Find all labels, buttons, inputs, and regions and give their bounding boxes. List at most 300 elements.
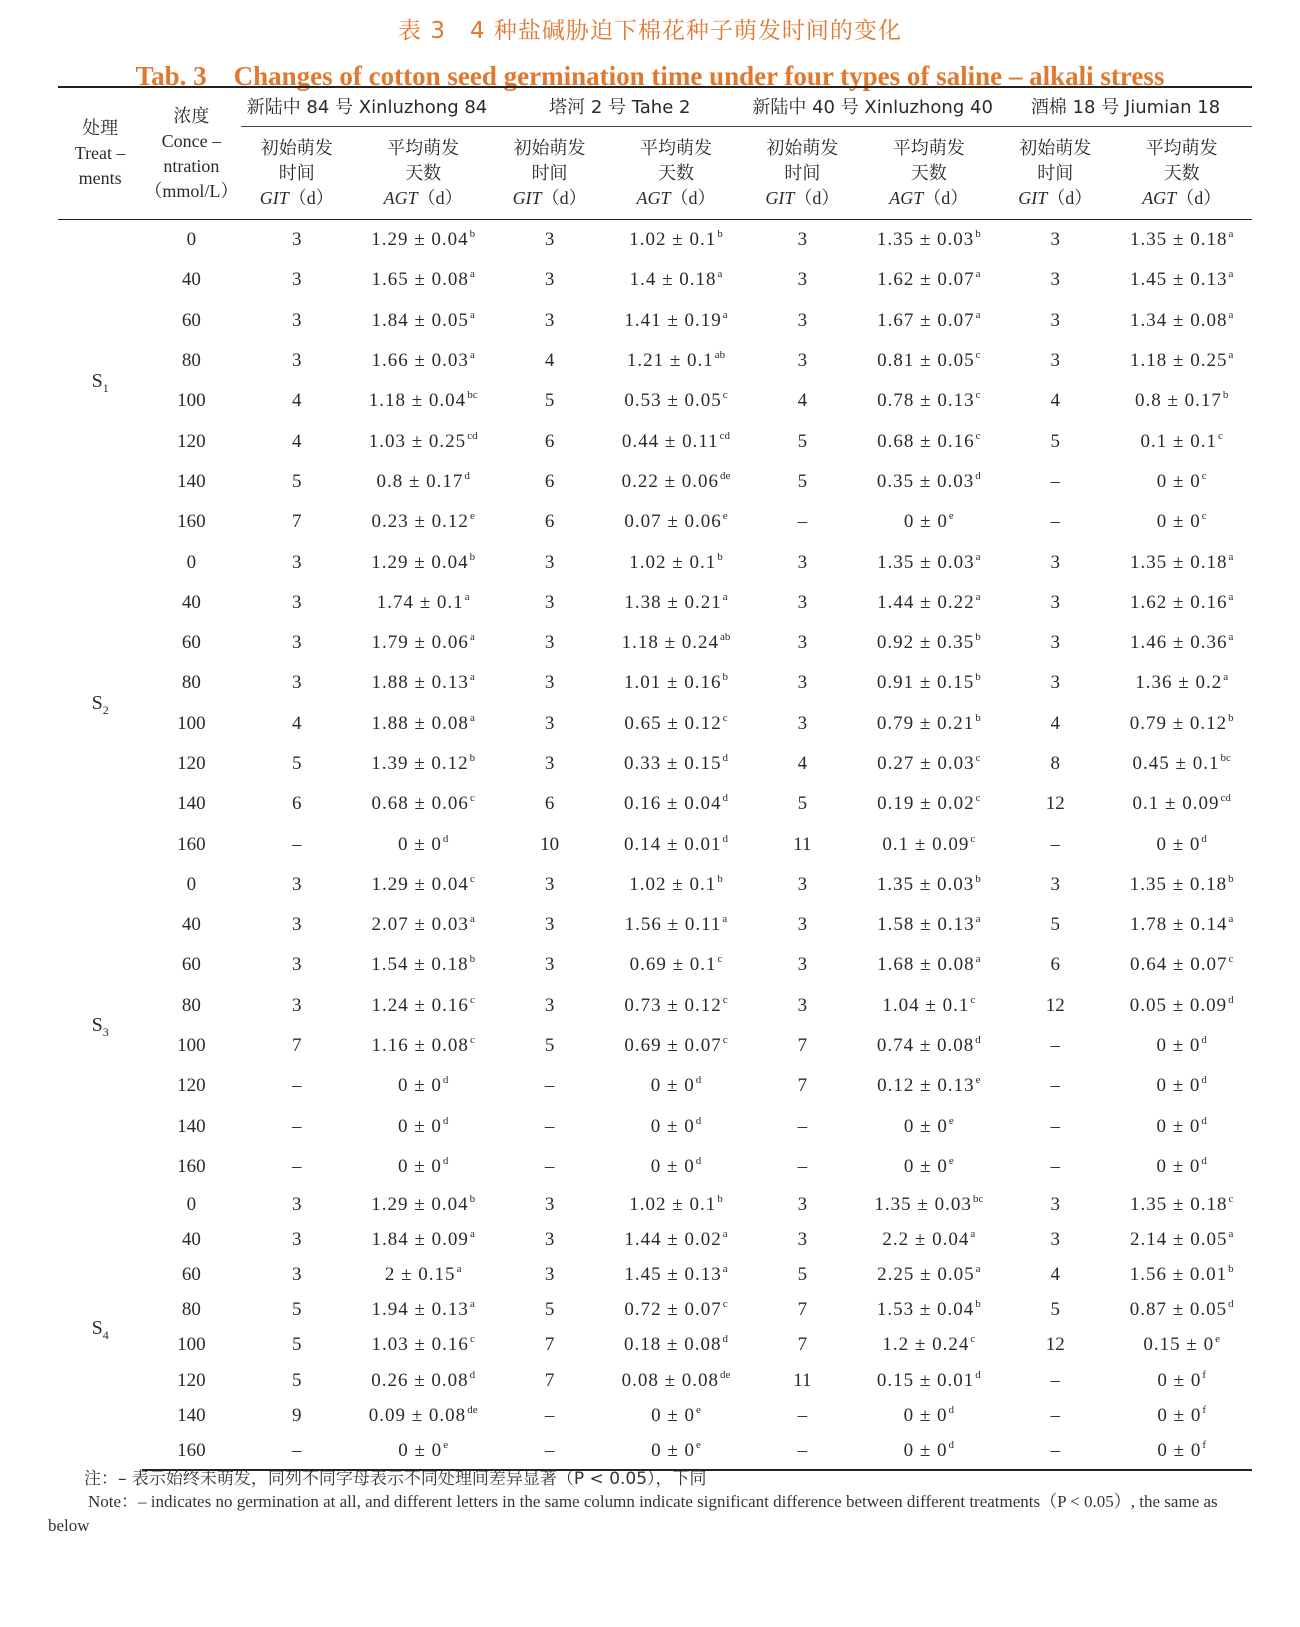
agt-value: 0.79 ± 0.12 (1129, 712, 1228, 734)
git-cell: 3 (292, 672, 302, 694)
agt-cell (353, 704, 493, 744)
agt-value: 0.23 ± 0.12 (371, 511, 469, 533)
agt-cell (859, 1066, 999, 1106)
significance-letter: a (469, 349, 475, 362)
agt-value: 1.04 ± 0.1 (882, 994, 970, 1016)
agt-value: 1.03 ± 0.16 (371, 1334, 469, 1356)
significance-letter: a (469, 308, 475, 321)
git-cell: 5 (1050, 914, 1060, 936)
significance-letter: f (1202, 1403, 1206, 1416)
significance-letter: c (970, 993, 976, 1006)
agt-value: 1.24 ± 0.16 (371, 994, 469, 1016)
git-cell: 3 (797, 1228, 808, 1250)
agt-cell (353, 1147, 493, 1187)
agt-abbr: AGT (636, 187, 671, 208)
concentration-header-en2: ntration (163, 155, 220, 176)
agt-value: 0.16 ± 0.04 (624, 793, 722, 815)
concentration-cell: 60 (181, 954, 201, 976)
agt-cell (1111, 986, 1252, 1026)
agt-header-abbr-line (859, 186, 999, 211)
agt-value: 0 ± 0 (903, 1115, 948, 1137)
git-cell: – (241, 1433, 353, 1469)
git-cell: 7 (544, 1334, 555, 1356)
agt-cell (1111, 945, 1252, 985)
significance-letter: a (975, 913, 981, 926)
concentration-cell: 60 (181, 632, 201, 654)
table-row (58, 1187, 1252, 1222)
significance-letter: d (1201, 1154, 1207, 1167)
significance-letter: c (975, 792, 981, 805)
treatment-label: S (91, 1316, 103, 1339)
agt-cell (859, 986, 999, 1026)
agt-cell (353, 1363, 493, 1398)
agt-value: 1.35 ± 0.18 (1129, 873, 1228, 895)
agt-value: 1.88 ± 0.13 (371, 672, 469, 694)
agt-cell (1111, 704, 1252, 744)
significance-letter: c (722, 1298, 728, 1311)
git-cell: 5 (797, 1264, 808, 1286)
git-cell: 3 (797, 873, 808, 895)
agt-value: 1.35 ± 0.03 (876, 873, 975, 895)
agt-value: 1.01 ± 0.16 (624, 672, 722, 694)
concentration-cell: 60 (181, 1264, 201, 1286)
agt-cell (606, 341, 746, 381)
agt-cell (859, 623, 999, 663)
significance-letter: b (1228, 872, 1234, 885)
significance-letter: c (717, 953, 723, 966)
significance-letter: a (970, 1227, 976, 1240)
git-unit: （d） (794, 187, 840, 208)
agt-cell (606, 220, 746, 261)
significance-letter: a (1228, 308, 1234, 321)
git-unit: （d） (1047, 187, 1093, 208)
concentration-cell: 140 (177, 1404, 206, 1426)
agt-cell (1111, 462, 1252, 502)
git-cell: 5 (797, 430, 808, 452)
agt-value: 1.88 ± 0.08 (371, 712, 469, 734)
agt-value: 1.02 ± 0.1 (629, 1193, 717, 1215)
git-cell: 4 (797, 753, 808, 774)
agt-cell (859, 945, 999, 985)
table-row (58, 583, 1252, 623)
git-header-line1: 初始萌发 (1019, 137, 1092, 159)
git-cell: 3 (544, 1193, 555, 1215)
concentration-cell: 160 (177, 1155, 206, 1177)
agt-value: 0.73 ± 0.12 (624, 994, 722, 1016)
git-cell: 3 (544, 712, 555, 734)
significance-letter: de (720, 469, 731, 482)
git-cell: 6 (544, 793, 555, 815)
treatments-header-en2: ments (78, 168, 122, 188)
git-header-abbr-line (999, 186, 1111, 211)
agt-value: 1.53 ± 0.04 (876, 1299, 975, 1321)
git-cell: 5 (544, 1035, 555, 1057)
agt-cell (859, 1026, 999, 1066)
agt-cell (1111, 542, 1252, 582)
agt-cell (859, 542, 999, 582)
agt-value: 0.79 ± 0.21 (876, 712, 975, 734)
git-cell: – (797, 511, 808, 533)
significance-letter: e (948, 1114, 954, 1127)
significance-letter: a (1228, 1227, 1234, 1240)
treatment-cell (58, 1187, 142, 1470)
agt-cell (1111, 1328, 1252, 1363)
agt-cell (606, 824, 746, 864)
git-cell: 7 (797, 1299, 808, 1321)
agt-cell (353, 301, 493, 341)
significance-letter: b (975, 1298, 981, 1311)
agt-value: 0 ± 0 (1156, 1075, 1201, 1097)
agt-value: 0.44 ± 0.11 (621, 430, 719, 452)
git-cell: 4 (292, 430, 302, 452)
git-cell: 5 (1050, 430, 1060, 452)
significance-letter: bc (972, 1192, 984, 1205)
agt-cell (1111, 865, 1252, 905)
agt-value: 0.69 ± 0.1 (629, 954, 717, 976)
significance-letter: b (469, 228, 476, 241)
agt-unit: （d） (923, 187, 969, 208)
treatment-label: S (91, 1014, 103, 1037)
agt-cell (353, 502, 493, 542)
significance-letter: d (695, 1154, 702, 1167)
concentration-cell: 120 (177, 430, 206, 452)
git-abbr: GIT (1018, 187, 1048, 208)
agt-value: 1.62 ± 0.16 (1130, 591, 1228, 613)
treatments-header-en1: Treat – (74, 143, 126, 163)
git-cell: 3 (292, 994, 302, 1016)
agt-value: 1.39 ± 0.12 (371, 753, 469, 774)
agt-cell (606, 260, 746, 300)
significance-letter: d (464, 469, 470, 482)
variety-header: 酒棉 18 号 Jiumian 18 (999, 87, 1252, 127)
table-row (58, 1328, 1252, 1363)
agt-value: 0.1 ± 0.09 (882, 833, 970, 855)
agt-cell (353, 341, 493, 381)
git-cell: 3 (544, 753, 555, 774)
agt-value: 0.92 ± 0.35 (876, 632, 975, 654)
agt-value: 1.38 ± 0.21 (624, 591, 722, 613)
agt-cell (606, 583, 746, 623)
agt-value: 0.12 ± 0.13 (877, 1075, 975, 1097)
agt-value: 1.65 ± 0.08 (371, 269, 469, 291)
significance-letter: d (722, 752, 728, 764)
git-cell: 3 (544, 269, 555, 291)
agt-value: 1.68 ± 0.08 (877, 954, 975, 976)
agt-cell (859, 744, 999, 784)
agt-value: 0.78 ± 0.13 (877, 390, 975, 412)
significance-letter: d (1201, 1034, 1207, 1047)
git-cell: 4 (292, 712, 302, 734)
git-cell: 5 (292, 470, 302, 492)
significance-letter: a (469, 711, 475, 724)
git-cell: – (1050, 511, 1060, 533)
agt-value: 0 ± 0 (1156, 1115, 1201, 1137)
agt-value: 0 ± 0 (903, 1155, 948, 1177)
agt-value: 1.18 ± 0.24 (621, 632, 719, 654)
significance-letter: d (975, 1368, 981, 1381)
agt-cell (859, 905, 999, 945)
agt-value: 1.03 ± 0.25 (368, 430, 467, 452)
significance-letter: a (469, 631, 475, 644)
agt-cell (606, 381, 746, 421)
table-row (58, 542, 1252, 582)
significance-letter: a (975, 550, 981, 563)
git-cell: 3 (292, 1228, 302, 1250)
agt-cell (1111, 583, 1252, 623)
concentration-cell: 100 (177, 1035, 206, 1057)
significance-letter: a (1228, 268, 1234, 281)
significance-letter: b (717, 872, 723, 885)
significance-letter: e (696, 1403, 701, 1416)
agt-header-line2: 天数 (405, 162, 442, 184)
significance-letter: c (1217, 429, 1223, 442)
table-row (58, 986, 1252, 1026)
agt-value: 0 ± 0 (1156, 833, 1201, 855)
agt-cell (606, 744, 746, 784)
agt-value: 0.53 ± 0.05 (624, 390, 722, 412)
git-cell: 7 (797, 1035, 808, 1057)
agt-value: 0 ± 0 (650, 1155, 695, 1177)
git-cell: 3 (292, 1193, 302, 1215)
significance-letter: e (696, 1439, 701, 1452)
significance-letter: d (975, 469, 981, 482)
significance-letter: c (722, 1034, 728, 1047)
agt-cell (1111, 905, 1252, 945)
agt-value: 0.14 ± 0.01 (624, 833, 722, 855)
concentration-cell: 60 (181, 309, 201, 331)
agt-cell (353, 542, 493, 582)
git-cell: 3 (1050, 269, 1060, 291)
agt-value: 0.08 ± 0.08 (621, 1369, 719, 1391)
git-cell: 3 (797, 994, 808, 1016)
git-cell: 3 (292, 350, 302, 372)
agt-cell (859, 583, 999, 623)
agt-cell (859, 1258, 999, 1293)
agt-cell (353, 824, 493, 864)
git-cell: – (544, 1115, 555, 1137)
agt-cell (606, 704, 746, 744)
git-header-line2: 时间 (784, 162, 821, 184)
table-row (58, 462, 1252, 502)
significance-letter: d (948, 1403, 955, 1416)
agt-value: 0 ± 0 (651, 1404, 695, 1426)
significance-letter: a (717, 268, 723, 281)
agt-header (859, 127, 999, 220)
git-cell: 3 (797, 1193, 808, 1215)
agt-unit: （d） (670, 187, 716, 208)
significance-letter: c (722, 711, 728, 724)
significance-letter: b (975, 872, 981, 885)
git-cell: 3 (797, 914, 808, 936)
agt-unit: （d） (417, 187, 463, 208)
git-cell: 3 (544, 551, 555, 573)
agt-value: 1.2 ± 0.24 (882, 1334, 970, 1356)
agt-value: 1.74 ± 0.1 (376, 591, 464, 613)
agt-cell (1111, 1147, 1252, 1187)
git-header-line1: 初始萌发 (513, 137, 586, 159)
git-cell: 5 (1050, 1299, 1060, 1321)
agt-header-line2: 天数 (657, 162, 694, 184)
agt-header-abbr-line (353, 186, 493, 211)
agt-value: 1.35 ± 0.18 (1130, 229, 1228, 251)
agt-header-line2: 天数 (910, 162, 947, 184)
git-header-line2: 时间 (278, 162, 315, 184)
git-cell: 6 (544, 511, 555, 533)
agt-header-line1: 平均萌发 (387, 137, 460, 159)
significance-letter: b (717, 550, 723, 563)
concentration-cell: 160 (142, 1433, 240, 1469)
git-cell: 3 (544, 873, 555, 895)
concentration-cell: 100 (177, 390, 206, 412)
table-row (58, 301, 1252, 341)
significance-letter: b (469, 752, 476, 764)
git-cell: 3 (797, 954, 808, 976)
treatments-header-cn: 处理 (82, 118, 119, 139)
agt-value: 1.45 ± 0.13 (624, 1264, 722, 1286)
agt-cell (1111, 421, 1252, 461)
footnote-en: Note：– indicates no germination at all, and different letters in the same column indicate significant difference between different treatments（P < 0.05）, the same as below (48, 1492, 1218, 1535)
significance-letter: d (1228, 1298, 1234, 1311)
agt-cell (859, 1187, 999, 1222)
significance-letter: cd (719, 429, 731, 442)
agt-value: 1.29 ± 0.04 (371, 229, 469, 251)
git-cell: – (544, 1075, 555, 1097)
significance-letter: b (717, 228, 723, 241)
git-cell: 3 (797, 269, 808, 291)
git-cell: – (797, 1155, 808, 1177)
agt-cell (1111, 502, 1252, 542)
significance-letter: c (469, 1034, 475, 1047)
significance-letter: a (1228, 550, 1234, 563)
agt-cell (1111, 1107, 1252, 1147)
git-cell: 3 (544, 914, 555, 936)
agt-value: 0.15 ± 0.01 (876, 1369, 975, 1391)
agt-value: 1.56 ± 0.01 (1129, 1264, 1228, 1286)
significance-letter: d (722, 1333, 728, 1346)
agt-value: 1.67 ± 0.07 (877, 309, 975, 331)
concentration-cell: 80 (181, 672, 201, 694)
git-cell: – (1050, 1155, 1060, 1177)
agt-abbr: AGT (1142, 187, 1177, 208)
significance-letter: c (469, 792, 475, 805)
git-cell: – (999, 1433, 1111, 1469)
agt-value: 0.35 ± 0.03 (876, 470, 975, 492)
agt-cell (1111, 1066, 1252, 1106)
table-row (58, 1293, 1252, 1328)
agt-cell (606, 986, 746, 1026)
significance-letter: d (1201, 1074, 1207, 1087)
concentration-cell: 40 (181, 914, 201, 936)
agt-cell (1111, 784, 1252, 824)
significance-letter: c (1228, 953, 1234, 966)
agt-value: 0 ± 0 (651, 1440, 695, 1462)
concentration-cell: 0 (186, 229, 197, 251)
agt-cell (1111, 301, 1252, 341)
agt-value: 0.72 ± 0.07 (624, 1299, 722, 1321)
agt-value: 1.21 ± 0.1 (626, 350, 714, 372)
agt-cell (606, 542, 746, 582)
concentration-cell: 80 (181, 994, 201, 1016)
significance-letter: b (1228, 711, 1234, 724)
agt-value: 1.35 ± 0.03 (876, 229, 975, 251)
git-cell: 3 (292, 551, 302, 573)
git-cell: 10 (540, 833, 560, 855)
table-row (58, 945, 1252, 985)
git-cell: 3 (797, 350, 808, 372)
agt-cell (606, 1222, 746, 1257)
agt-cell (353, 784, 493, 824)
agt-value: 0 ± 0 (903, 1440, 948, 1462)
git-cell: 6 (292, 793, 302, 815)
agt-cell (1111, 1187, 1252, 1222)
agt-cell (353, 905, 493, 945)
git-cell: 12 (1045, 1334, 1065, 1356)
agt-cell (606, 1363, 746, 1398)
table-row (58, 865, 1252, 905)
agt-cell (353, 986, 493, 1026)
git-header-abbr-line (241, 186, 353, 211)
agt-cell (606, 945, 746, 985)
significance-letter: a (469, 268, 475, 281)
table-row (58, 1147, 1252, 1187)
significance-letter: bc (467, 389, 478, 402)
git-cell: 8 (1050, 753, 1060, 774)
significance-letter: b (975, 228, 981, 241)
agt-value: 0.64 ± 0.07 (1130, 954, 1228, 976)
significance-letter: a (975, 590, 981, 603)
agt-cell (606, 905, 746, 945)
significance-letter: a (722, 913, 728, 926)
concentration-header (142, 87, 240, 220)
significance-letter: a (1228, 631, 1234, 644)
git-cell: 3 (292, 1264, 302, 1286)
significance-letter: e (975, 1074, 981, 1087)
significance-letter: c (970, 1333, 976, 1346)
significance-letter: a (722, 590, 728, 603)
agt-value: 1.36 ± 0.2 (1135, 672, 1223, 694)
agt-cell (859, 462, 999, 502)
git-cell: 3 (292, 591, 302, 613)
significance-letter: e (722, 510, 728, 523)
git-cell: – (292, 1115, 302, 1137)
agt-cell (859, 1433, 999, 1469)
treatment-cell (58, 865, 142, 1187)
agt-value: 1.56 ± 0.11 (624, 914, 722, 936)
git-cell: 11 (793, 833, 812, 855)
agt-value: 0.09 ± 0.08 (368, 1404, 467, 1426)
agt-cell (1111, 1026, 1252, 1066)
agt-value: 1.79 ± 0.06 (371, 632, 469, 654)
significance-letter: a (469, 913, 475, 926)
git-cell: 5 (292, 1369, 302, 1391)
git-cell: 9 (292, 1404, 302, 1426)
concentration-cell: 140 (177, 1115, 206, 1137)
git-cell: – (1050, 470, 1060, 492)
significance-letter: a (975, 268, 981, 281)
significance-letter: b (469, 953, 476, 966)
significance-letter: d (442, 1074, 449, 1087)
agt-value: 0.33 ± 0.15 (624, 753, 722, 774)
git-cell: 5 (292, 753, 302, 774)
agt-cell (1111, 1433, 1252, 1469)
significance-letter: d (442, 832, 449, 845)
git-cell: 3 (544, 632, 555, 654)
git-cell: – (746, 1433, 858, 1469)
agt-value: 1.46 ± 0.36 (1130, 632, 1228, 654)
agt-value: 1.16 ± 0.08 (371, 1035, 469, 1057)
agt-header-line1: 平均萌发 (892, 137, 965, 159)
git-cell: 3 (1050, 873, 1060, 895)
